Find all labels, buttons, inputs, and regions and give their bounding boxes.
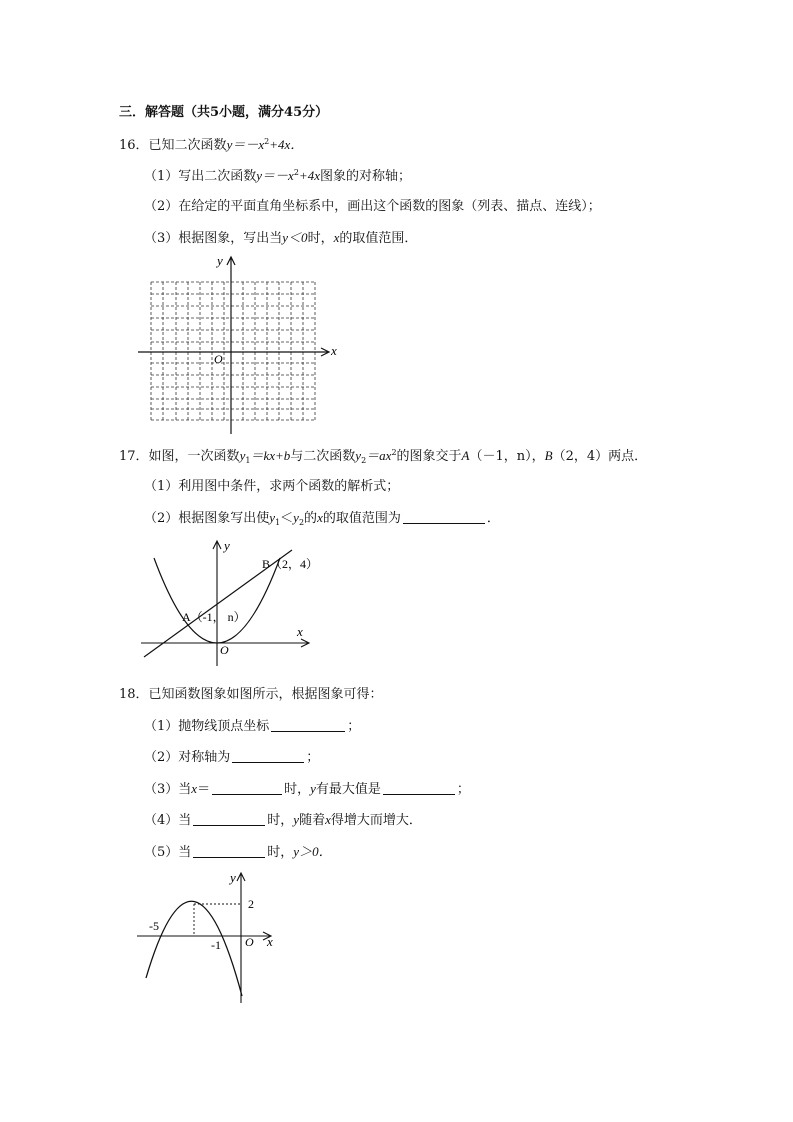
q17-quad: ＝ax [366, 448, 392, 463]
q18-part4-suffix: 得增大而增大． [330, 813, 422, 828]
q16-formula-left: y＝－x [226, 137, 265, 152]
q16-formula-sup: 2 [264, 137, 270, 146]
q16-part3-var: x [333, 230, 340, 245]
q18-part4-prefix: （4）当 [144, 813, 192, 828]
q18-part3-mid2: 有最大值是 [315, 782, 381, 797]
q17-y-label: y [224, 538, 230, 553]
q16-part3-cond: y＜0 [282, 230, 308, 245]
q16-part3-mid: 时， [307, 231, 334, 246]
q16-part1-formula-right: +4x [298, 168, 320, 183]
q18-dotted-guides [194, 904, 241, 936]
q17-B-coord: （2，4）两点． [552, 449, 648, 464]
q17-y1: y [239, 448, 246, 463]
q16-part1 [144, 168, 411, 185]
q17-stem [119, 448, 647, 465]
q18-part3-eq: ＝ [197, 782, 211, 797]
q18-positive-blank[interactable] [193, 845, 265, 858]
q16-x-label: x [331, 343, 337, 358]
q18-part1-suffix: ； [347, 719, 361, 734]
q18-part5-mid: 时， [267, 845, 294, 860]
q16-grid-figure [130, 252, 345, 437]
q16-part1-formula-left: y＝－x [256, 168, 294, 183]
q16-number: 16． [119, 138, 149, 153]
q17-part2-suffix: 的取值范围为 [322, 511, 401, 526]
q17-stem-b: 与二次函数 [290, 449, 356, 464]
q18-part4 [144, 812, 422, 829]
q17-quad-sup: 2 [391, 448, 397, 457]
q16-stem [119, 137, 303, 154]
q17-part2-end: ． [486, 511, 500, 526]
q16-part1-prefix: （1）写出二次函数 [144, 169, 257, 184]
q18-part3 [144, 781, 470, 798]
q18-part3-mid: 时， [284, 782, 311, 797]
q18-part3-var: x [191, 781, 198, 796]
q18-part3-y: y [310, 781, 316, 796]
q18-parabola [146, 901, 242, 996]
q18-x-label: x [267, 934, 273, 949]
q17-stem-c: 的图象交于 [396, 449, 462, 464]
q16-y-label: y [217, 253, 223, 268]
q18-part2-prefix: （2）对称轴为 [144, 750, 231, 765]
q18-part4-mid: 时， [267, 813, 294, 828]
q17-part2-y2-sub: 2 [298, 518, 305, 527]
q18-label-neg5: -5 [149, 919, 159, 933]
q16-formula-right: +4x． [269, 137, 304, 152]
q17-A-label: A [461, 448, 470, 463]
q18-part3-prefix: （3）当 [144, 782, 192, 797]
q17-answer-blank[interactable] [403, 511, 485, 524]
q17-x-label: x [297, 624, 303, 639]
q18-part4-mid2: 随着 [299, 813, 326, 828]
q17-part2-mid: 的 [304, 511, 318, 526]
q17-y2: y [355, 448, 362, 463]
q17-stem-a: 如图，一次函数 [148, 449, 240, 464]
q18-stem-text: 已知函数图象如图所示，根据图象可得： [148, 687, 383, 702]
q17-part2 [144, 510, 500, 527]
q18-part4-x: x [325, 812, 331, 827]
q18-part5-prefix: （5）当 [144, 845, 192, 860]
q17-part2-y1: y [269, 510, 276, 525]
q18-part4-y: y [293, 812, 300, 827]
q17-figure [138, 536, 318, 671]
q16-grid [151, 282, 315, 420]
q18-max-blank[interactable] [383, 782, 455, 795]
q18-origin-label: O [245, 935, 254, 949]
q17-point-A-label: A（-1， n） [182, 610, 246, 624]
q16-part2: （2）在给定的平面直角坐标系中，画出这个函数的图象（列表、描点、连线）； [144, 199, 601, 214]
q18-part1-prefix: （1）抛物线顶点坐标 [144, 719, 270, 734]
q16-part1-sup: 2 [293, 168, 299, 177]
q18-vertex-blank[interactable] [271, 719, 345, 732]
q18-y-label: y [230, 870, 236, 885]
q16-part3-prefix: （3）根据图象，写出当 [144, 231, 283, 246]
q18-part2 [144, 750, 319, 766]
q17-y1-sub: 1 [245, 456, 251, 465]
q17-y2-sub: 2 [361, 456, 367, 465]
q17-part2-y1-sub: 1 [275, 518, 281, 527]
q18-part2-suffix: ； [306, 750, 320, 765]
q18-part5 [144, 844, 332, 861]
q16-part1-suffix: 图象的对称轴； [319, 169, 411, 184]
q17-part2-var: x [317, 510, 323, 525]
q18-label-neg1: -1 [211, 938, 221, 952]
q16-origin-label: O [214, 352, 223, 366]
q17-linear: ＝kx+b [250, 448, 291, 463]
q16-stem-text: 已知二次函数 [148, 138, 227, 153]
section-title: 三．解答题（共5小题，满分45分） [119, 105, 329, 120]
q17-part2-lt: ＜ [280, 511, 294, 526]
q16-axes [138, 257, 329, 434]
q18-label-2: 2 [248, 897, 254, 911]
q17-part2-y2: y [293, 510, 299, 525]
q18-number: 18． [119, 687, 149, 702]
q17-B-label: B [544, 448, 553, 463]
q18-axis-blank[interactable] [232, 750, 304, 763]
q17-number: 17． [119, 449, 149, 464]
q17-A-coord: （－1，n）， [469, 449, 545, 464]
q18-x-blank[interactable] [212, 782, 282, 795]
q18-part5-cond: y＞0． [293, 844, 332, 859]
q17-part2-prefix: （2）根据图象写出使 [144, 511, 270, 526]
q16-part3-suffix: 的取值范围． [339, 231, 418, 246]
q18-figure [134, 866, 284, 1006]
q17-part1: （1）利用图中条件，求两个函数的解析式； [144, 479, 400, 494]
q16-part3 [144, 230, 417, 247]
q17-origin-label: O [220, 643, 229, 657]
q17-point-B-label: B（2，4） [262, 557, 319, 571]
q18-part1 [144, 719, 360, 735]
q18-stem [119, 687, 383, 703]
q18-increase-blank[interactable] [193, 813, 265, 826]
q18-part3-suffix: ； [456, 782, 470, 797]
